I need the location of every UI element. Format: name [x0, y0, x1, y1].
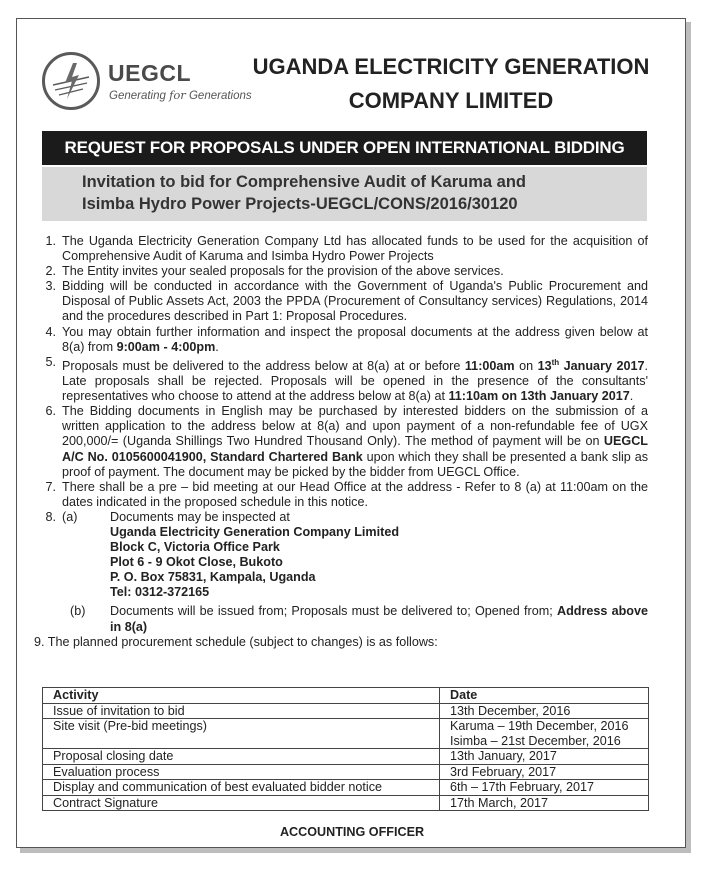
- date-cell: 13th December, 2016: [440, 703, 649, 719]
- table-row: [43, 764, 649, 780]
- list-item: 5. Proposals must be delivered to the address below at 8(a) at or before 11:00am on 13th January 2017. Late proposals shall be rejected. Proposals will be opened in the presence of the consultants' representatives who choose to attend at the address below at 8(a) at 11:10am on 13th January 2017.: [45, 354, 648, 404]
- list-item: 3. Bidding will be conducted in accordance with the Government of Uganda's Public Procurement and Disposal of Public Assets Act, 2003 the PPDA (Procurement of Consultancy services) Regulations, 2014 and the procedures described in Part 1: Proposal Procedures.: [45, 279, 648, 324]
- activity-cell: Issue of invitation to bid: [43, 703, 440, 719]
- table-row: [43, 703, 649, 719]
- date-cell: 3rd February, 2017: [440, 764, 649, 780]
- list-item: 2. The Entity invites your sealed proposals for the provision of the above services.: [45, 264, 504, 279]
- activity-cell: Site visit (Pre-bid meetings): [43, 719, 440, 749]
- date-cell: 17th March, 2017: [440, 795, 649, 811]
- activity-cell: Display and communication of best evaluated bidder notice: [43, 780, 440, 796]
- logo-tagline: Generating for Generations: [109, 88, 252, 102]
- accounting-officer-signoff: ACCOUNTING OFFICER: [279, 825, 425, 839]
- sub-item-a: (a) Documents may be inspected at: [62, 509, 290, 524]
- frame-shadow-bottom: [20, 848, 691, 853]
- logo-wordmark: UEGCL: [108, 60, 191, 86]
- notice-body: [34, 234, 648, 650]
- table-row: [43, 719, 649, 749]
- activity-cell: Contract Signature: [43, 795, 440, 811]
- invitation-subtitle: Invitation to bid for Comprehensive Audit of Karuma and Isimba Hydro Power Projects-UEGCL/CONS/2016/30120: [42, 167, 647, 221]
- rfp-banner: REQUEST FOR PROPOSALS UNDER OPEN INTERNATIONAL BIDDING: [42, 131, 647, 165]
- column-header-activity: Activity: [43, 688, 440, 704]
- table-header-row: [43, 688, 649, 704]
- table-row: [43, 780, 649, 796]
- list-item: 8. (a) Documents may be inspected at Uganda Electricity Generation Company Limited Block C, Victoria Office Park Plot 6 - 9 Okot Close, Bukoto P. O. Box 75831, Kampala, Uganda Tel: 0312-372165 (b) Documents will be issued from; Proposals must be delivered to; Opened from; Address above in 8(a): [45, 509, 648, 634]
- list-item: 6. The Bidding documents in English may be purchased by interested bidders on the submission of a written application to the address below at 8(a) and upon payment of a non-refundable fee of UGX 200,000/= (Uganda Shillings Two Hundred Thousand Only). The method of payment will be on UEGCL A/C No. 0105600041900, Standard Chartered Bank upon which they shall be presented a bank slip as proof of payment. The document may be picked by the bidder from UEGCL Office.: [45, 404, 648, 479]
- uegcl-logo: [42, 52, 252, 112]
- date-cell: Karuma – 19th December, 2016 Isimba – 21st December, 2016: [440, 719, 649, 749]
- list-item: 4. You may obtain further information and inspect the proposal documents at the address given below at 8(a) from 9:00am - 4:00pm.: [45, 324, 648, 354]
- table-row: [43, 749, 649, 765]
- list-item: 7. There shall be a pre – bid meeting at our Head Office at the address - Refer to 8 (a) at 11:00am on the dates indicated in the proposed schedule in this notice.: [45, 479, 648, 509]
- frame-shadow-right: [686, 22, 691, 852]
- company-title: UGANDA ELECTRICITY GENERATION COMPANY LIMITED: [252, 54, 650, 113]
- table-row: [43, 795, 649, 811]
- list-item: 1. The Uganda Electricity Generation Company Ltd has allocated funds to be used for the acquisition of Comprehensive Audit of Karuma and Isimba Hydro Power Projects: [45, 234, 648, 264]
- list-item: 9. The planned procurement schedule (subject to changes) is as follows:: [34, 634, 438, 649]
- date-cell: 6th – 17th February, 2017: [440, 780, 649, 796]
- activity-cell: Proposal closing date: [43, 749, 440, 765]
- column-header-date: Date: [440, 688, 649, 704]
- date-cell: 13th January, 2017: [440, 749, 649, 765]
- sub-item-b: (b) Documents will be issued from; Proposals must be delivered to; Opened from; Address above in 8(a): [70, 604, 648, 634]
- office-address: Uganda Electricity Generation Company Limited Block C, Victoria Office Park Plot 6 - 9 Okot Close, Bukoto P. O. Box 75831, Kampala, Uganda Tel: 0312-372165: [110, 524, 400, 600]
- lightning-emblem-icon: [42, 52, 100, 110]
- activity-cell: Evaluation process: [43, 764, 440, 780]
- procurement-schedule-table: [42, 687, 649, 811]
